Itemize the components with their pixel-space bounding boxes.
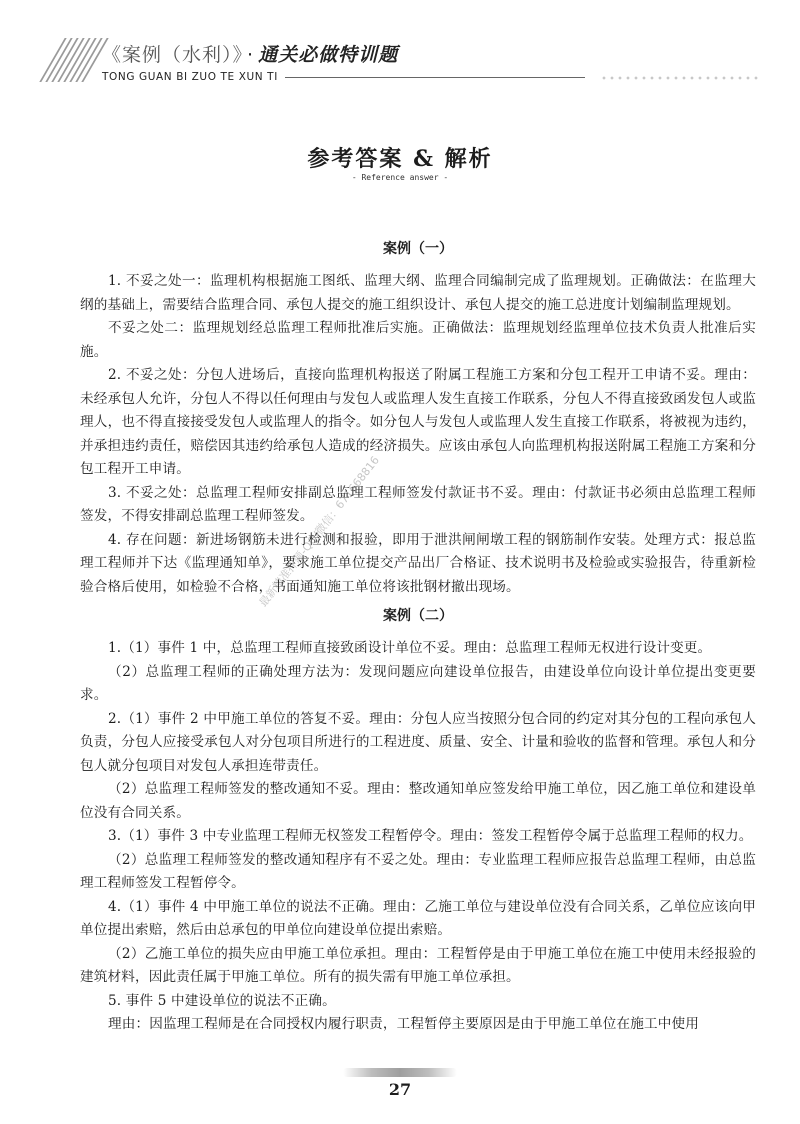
- footer-decoration: [343, 1068, 457, 1077]
- case2-paragraph: 1.（1）事件 1 中，总监理工程师直接致函设计单位不妥。理由：总监理工程师无权进行设计变更。: [108, 640, 712, 656]
- case1-heading: 案例（一）: [383, 241, 453, 257]
- watermark-text: 最新精准押题-QQ/微信：671668816: [256, 453, 382, 610]
- case2-paragraph: 4.（1）事件 4 中甲施工单位的说法不正确。理由：乙施工单位与建设单位没有合同关系，乙单位应该向甲单位提出索赔，然后由总承包的甲单位向建设单位提出索赔。: [80, 898, 756, 938]
- case2-heading: 案例（二）: [383, 608, 453, 624]
- header-separator: ·: [247, 44, 255, 66]
- series-title: 通关必做特训题: [258, 44, 399, 66]
- case2-paragraph: （2）总监理工程师签发的整改通知程序有不妥之处。理由：专业监理工程师应报告总监理工程师，由总监理工程师签发工程暂停令。: [80, 851, 756, 891]
- case1-paragraph: 2. 不妥之处：分包人进场后，直接向监理机构报送了附属工程施工方案和分包工程开工申请不妥。理由：未经承包人允许，分包人不得以任何理由与发包人或监理人发生直接工作联系，分包人不得直接致函发包人或监理人，也不得直接接受发包人或监理人的指令。如分包人与发包人或监理人发生直接工作联系，将被视为违约，并承担违约责任，赔偿因其违约给承包人造成的经济损失。应该由承包人向监理机构报送附属工程施工方案和分包工程开工申请。: [80, 367, 756, 477]
- case1-paragraph: 1. 不妥之处一：监理机构根据施工图纸、监理大纲、监理合同编制完成了监理规划。正确做法：在监理大纲的基础上，需要结合监理合同、承包人提交的施工组织设计、承包人提交的施工总进度计划编制监理规划。: [80, 273, 756, 313]
- page-title: 参考答案 & 解析: [307, 146, 493, 172]
- case1-paragraph: 3. 不妥之处：总监理工程师安排副总监理工程师签发付款证书不妥。理由：付款证书必须由总监理工程师签发，不得安排副总监理工程师签发。: [80, 484, 756, 524]
- page-subtitle: - Reference answer -: [351, 173, 449, 182]
- case2-paragraph: 理由：因监理工程师是在合同授权内履行职责，工程暂停主要原因是由于甲施工单位在施工中使用: [108, 1016, 699, 1032]
- header-title: [102, 40, 398, 67]
- case2-paragraph: （2）总监理工程师的正确处理方法为：发现问题应向建设单位报告，由建设单位向设计单位提出变更要求。: [80, 663, 756, 703]
- header-dots-decoration: [600, 74, 760, 82]
- page-number: 27: [388, 1080, 412, 1099]
- answer-content: [80, 232, 756, 1037]
- header-rule: [285, 77, 585, 78]
- page-header: [40, 30, 760, 90]
- case1-paragraph: 不妥之处二：监理规划经总监理工程师批准后实施。正确做法：监理规划经监理单位技术负责人批准后实施。: [80, 320, 756, 360]
- book-title: 《案例（水利）》: [102, 44, 244, 66]
- case2-paragraph: 3.（1）事件 3 中专业监理工程师无权签发工程暂停令。理由：签发工程暂停令属于总监理工程师的权力。: [108, 828, 753, 844]
- case2-paragraph: 5. 事件 5 中建设单位的说法不正确。: [108, 992, 336, 1009]
- header-pinyin: TONG GUAN BI ZUO TE XUN TI: [102, 71, 278, 83]
- case2-paragraph: 2.（1）事件 2 中甲施工单位的答复不妥。理由：分包人应当按照分包合同的约定对其分包的工程向承包人负责，分包人应接受承包人对分包项目所进行的工程进度、质量、安全、计量和验收的监督和管理。承包人和分包人就分包项目对发包人承担连带责任。: [80, 710, 756, 774]
- case2-paragraph: （2）总监理工程师签发的整改通知不妥。理由：整改通知单应签发给甲施工单位，因乙施工单位和建设单位没有合同关系。: [80, 781, 756, 821]
- case1-paragraph: 4. 存在问题：新进场钢筋未进行检测和报验，即用于泄洪闸闸墩工程的钢筋制作安装。处理方式：报总监理工程师并下达《监理通知单》，要求施工单位提交产品出厂合格证、技术说明书及检验或实验报告，待重新检验合格后使用，如检验不合格，书面通知施工单位将该批钢材撤出现场。: [80, 531, 756, 595]
- case2-paragraph: （2）乙施工单位的损失应由甲施工单位承担。理由：工程暂停是由于甲施工单位在施工中使用未经报验的建筑材料，因此责任属于甲施工单位。所有的损失需有甲施工单位承担。: [80, 945, 756, 985]
- header-stripes-decoration: [46, 38, 98, 82]
